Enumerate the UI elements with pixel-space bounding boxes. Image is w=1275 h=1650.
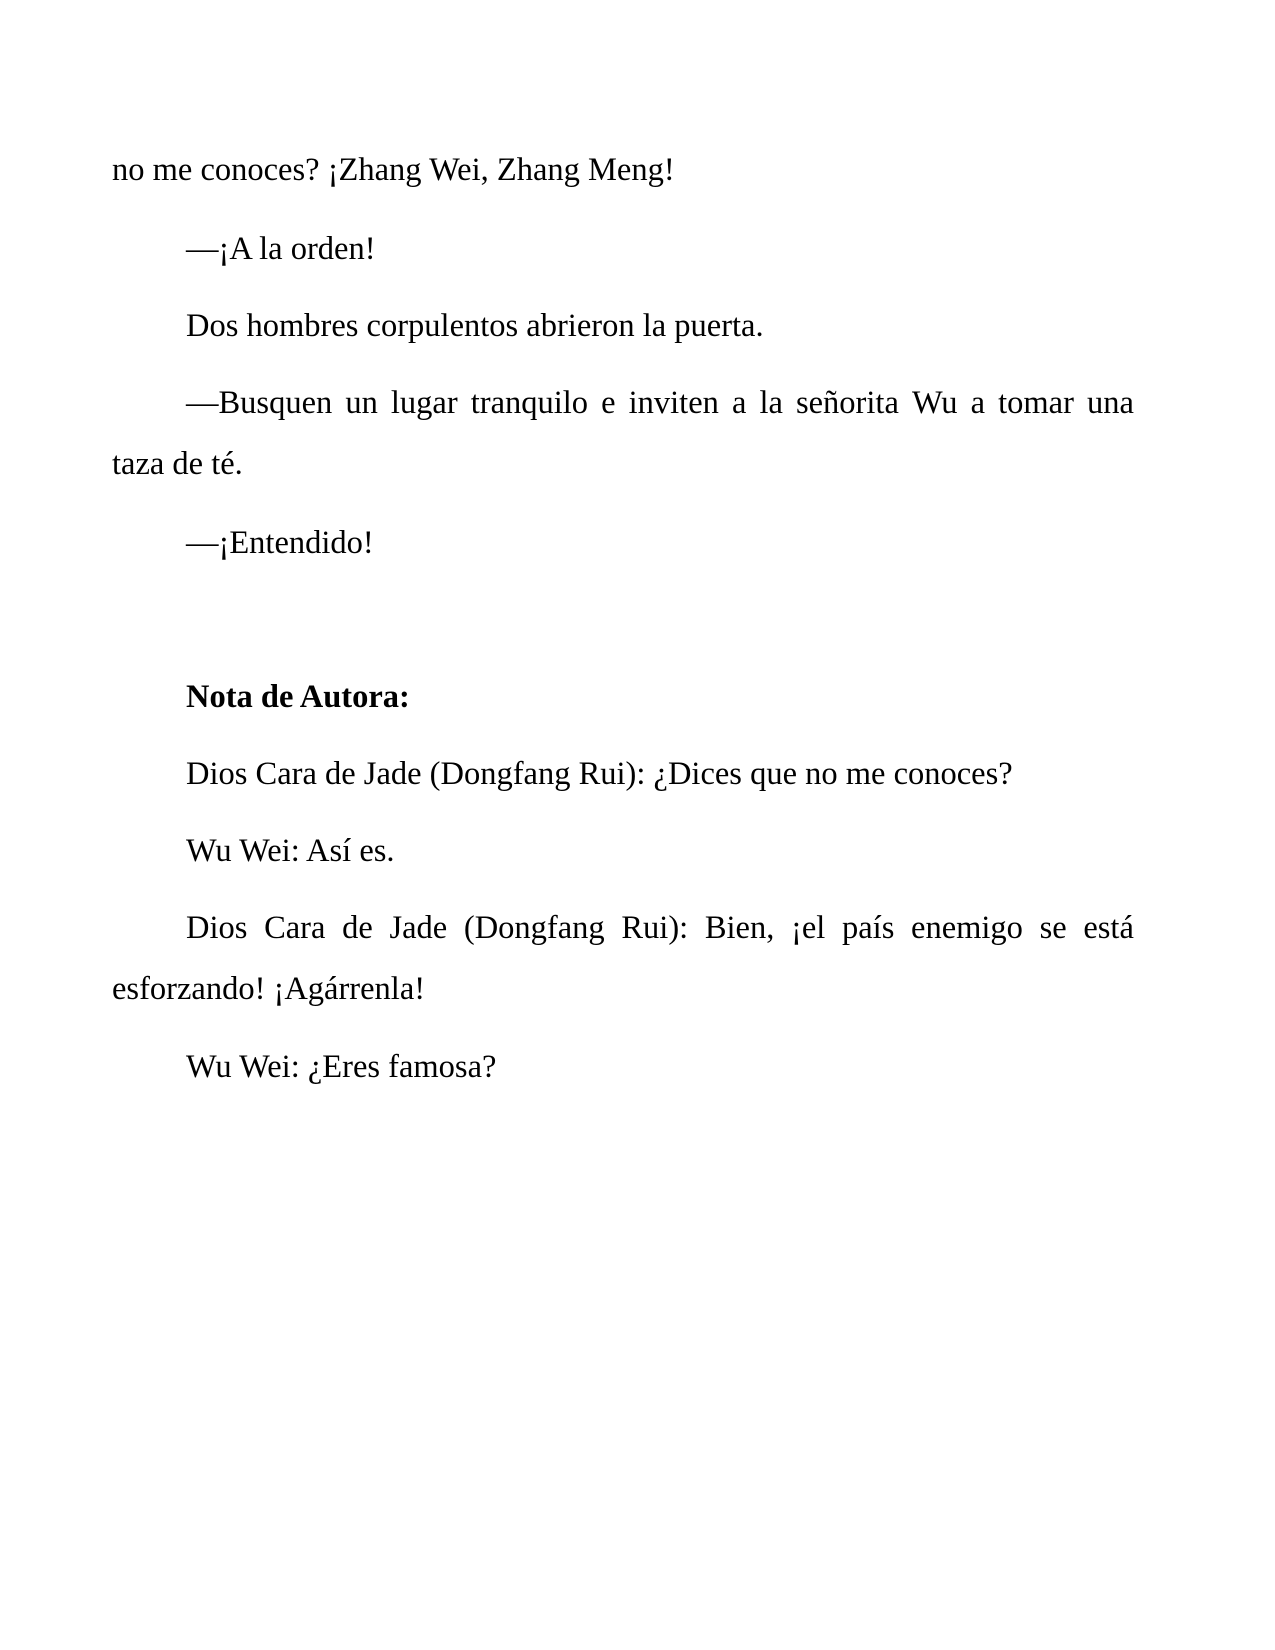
word: país [841,910,895,946]
paragraph-continuation: no me conoces? ¡Zhang Wei, Zhang Meng! [112,152,675,188]
author-note-heading: Nota de Autora: [186,679,410,715]
word: de [342,910,373,946]
word: una [1087,385,1134,421]
word: está [1083,910,1134,946]
word: Cara [264,910,326,946]
word: se [1039,910,1067,946]
author-note-line: Wu Wei: ¿Eres famosa? [186,1049,497,1085]
dialogue-line-entendido: —¡Entendido! [186,525,374,561]
word: lugar [390,385,458,421]
word: Dios [186,910,248,946]
word: a [731,385,747,421]
word: señorita [795,385,899,421]
dialogue-line-busquen-cont: taza de té. [112,446,243,482]
word: tranquilo [470,385,589,421]
word: a [970,385,986,421]
author-note-line-justified [186,912,1134,945]
word: Rui): [621,910,689,946]
word: la [759,385,783,421]
author-note-line: Wu Wei: Así es. [186,833,395,869]
word: inviten [628,385,719,421]
word: tomar [998,385,1074,421]
word: ¡el [791,910,826,946]
word: un [345,385,378,421]
author-note-line-cont: esforzando! ¡Agárrenla! [112,971,426,1007]
word: Jade [389,910,448,946]
word: —Busquen [186,385,333,421]
word: e [601,385,616,421]
author-note-line: Dios Cara de Jade (Dongfang Rui): ¿Dices que no me conoces? [186,756,1013,792]
word: Wu [911,385,958,421]
word: Bien, [704,910,775,946]
dialogue-line-busquen [186,387,1134,420]
word: enemigo [911,910,1023,946]
word: (Dongfang [463,910,605,946]
dialogue-line-a-la-orden: —¡A la orden! [186,231,376,267]
narration-line: Dos hombres corpulentos abrieron la puerta. [186,308,764,344]
